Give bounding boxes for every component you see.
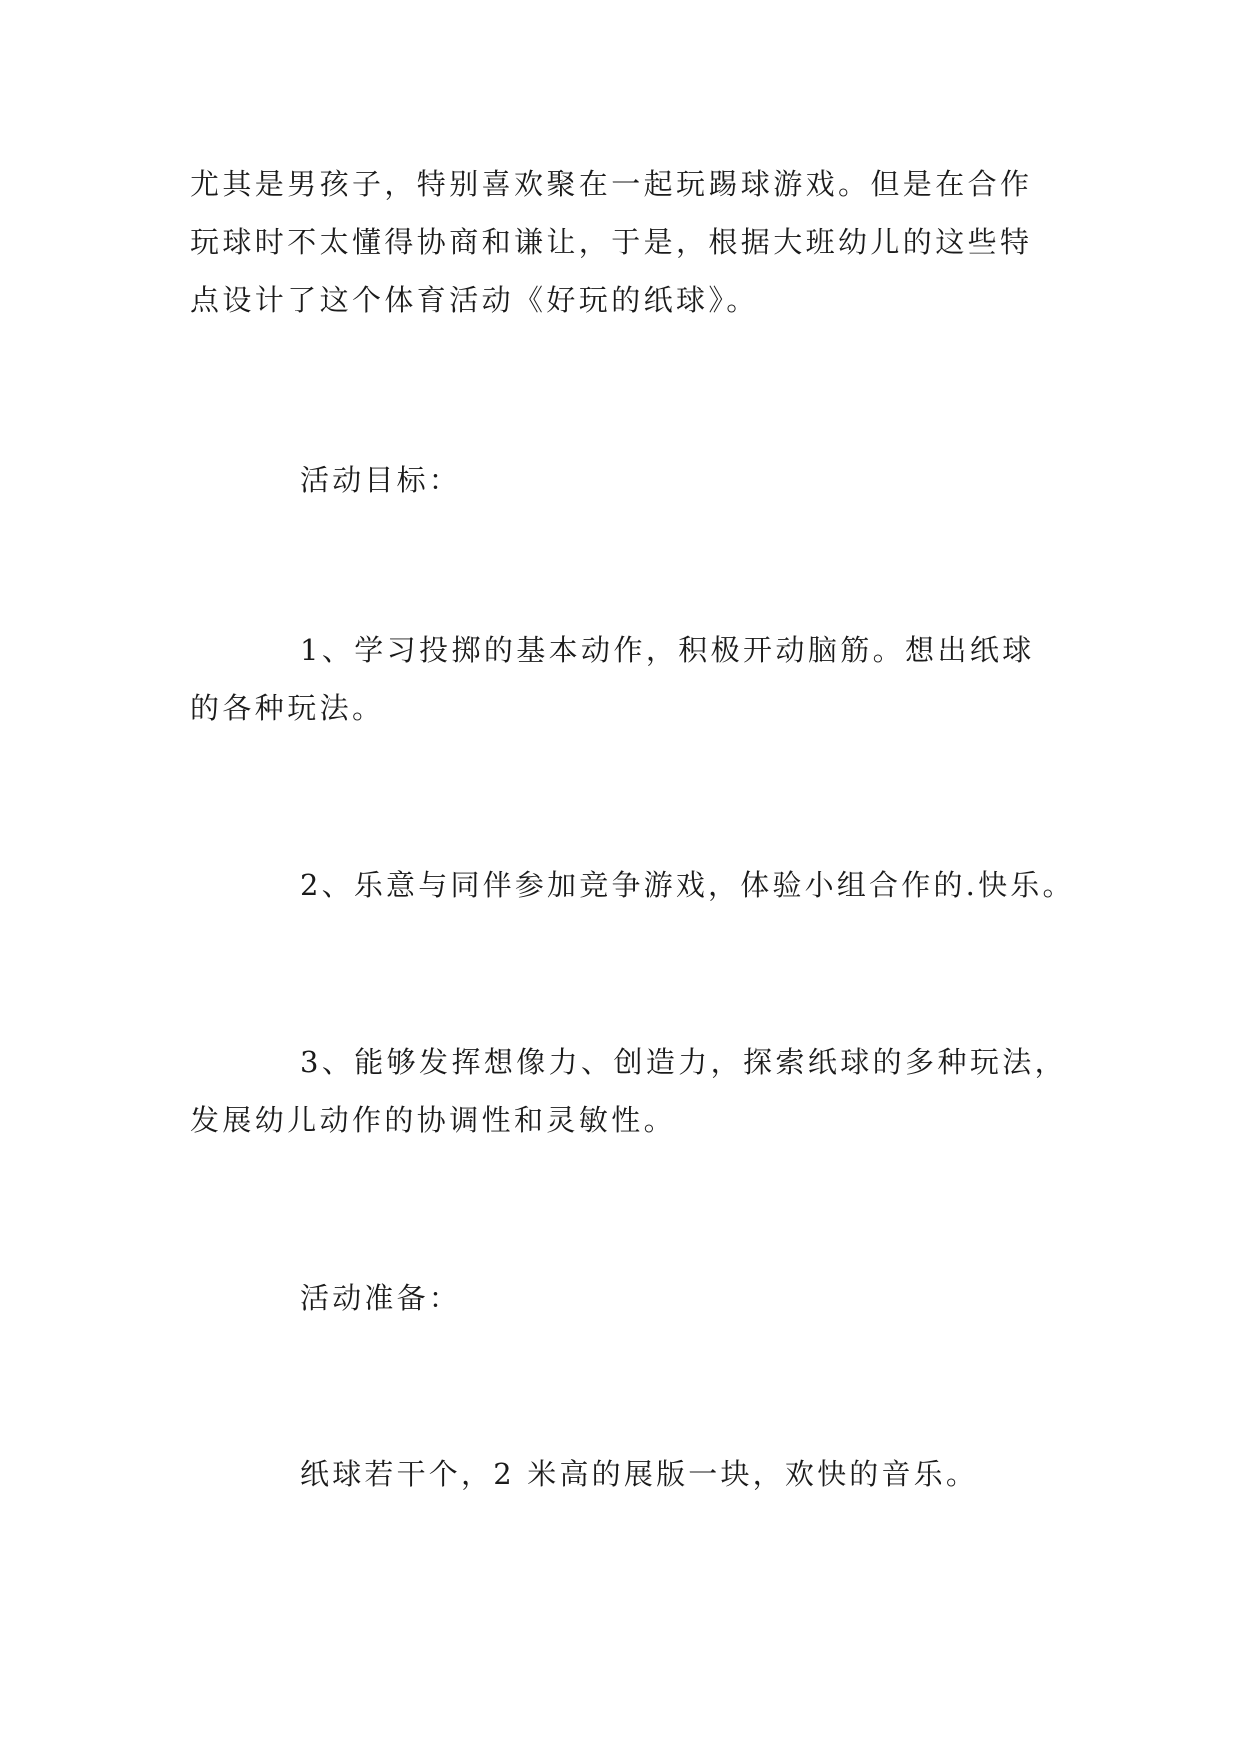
goal-item-1 xyxy=(190,621,1050,737)
text-line: 的各种玩法。 xyxy=(190,691,385,725)
text-line: 1、学习投掷的基本动作，积极开动脑筋。想出纸球 xyxy=(300,633,1035,667)
text-line: 尤其是男孩子，特别喜欢聚在一起玩踢球游戏。但是在合作 xyxy=(190,167,1033,201)
text-line: 3、能够发挥想像力、创造力，探索纸球的多种玩法， xyxy=(300,1045,1068,1079)
text-line: 点设计了这个体育活动《好玩的纸球》。 xyxy=(190,283,759,317)
goal-item-3 xyxy=(190,1033,1068,1149)
text-line: 活动目标： xyxy=(300,463,462,497)
text-line: 玩球时不太懂得协商和谦让，于是，根据大班幼儿的这些特 xyxy=(190,225,1033,259)
text-line: 纸球若干个，2 米高的展版一块，欢快的音乐。 xyxy=(300,1457,979,1491)
text-line: 发展幼儿动作的协调性和灵敏性。 xyxy=(190,1103,677,1137)
activity-goals-heading xyxy=(190,451,1050,509)
prep-materials-paragraph xyxy=(190,1445,1050,1503)
activity-prep-heading xyxy=(190,1269,1050,1327)
intro-paragraph xyxy=(190,155,1050,329)
goal-item-2 xyxy=(190,856,1075,914)
text-line: 2、乐意与同伴参加竞争游戏，体验小组合作的.快乐。 xyxy=(300,868,1075,902)
text-line: 活动准备： xyxy=(300,1281,462,1315)
